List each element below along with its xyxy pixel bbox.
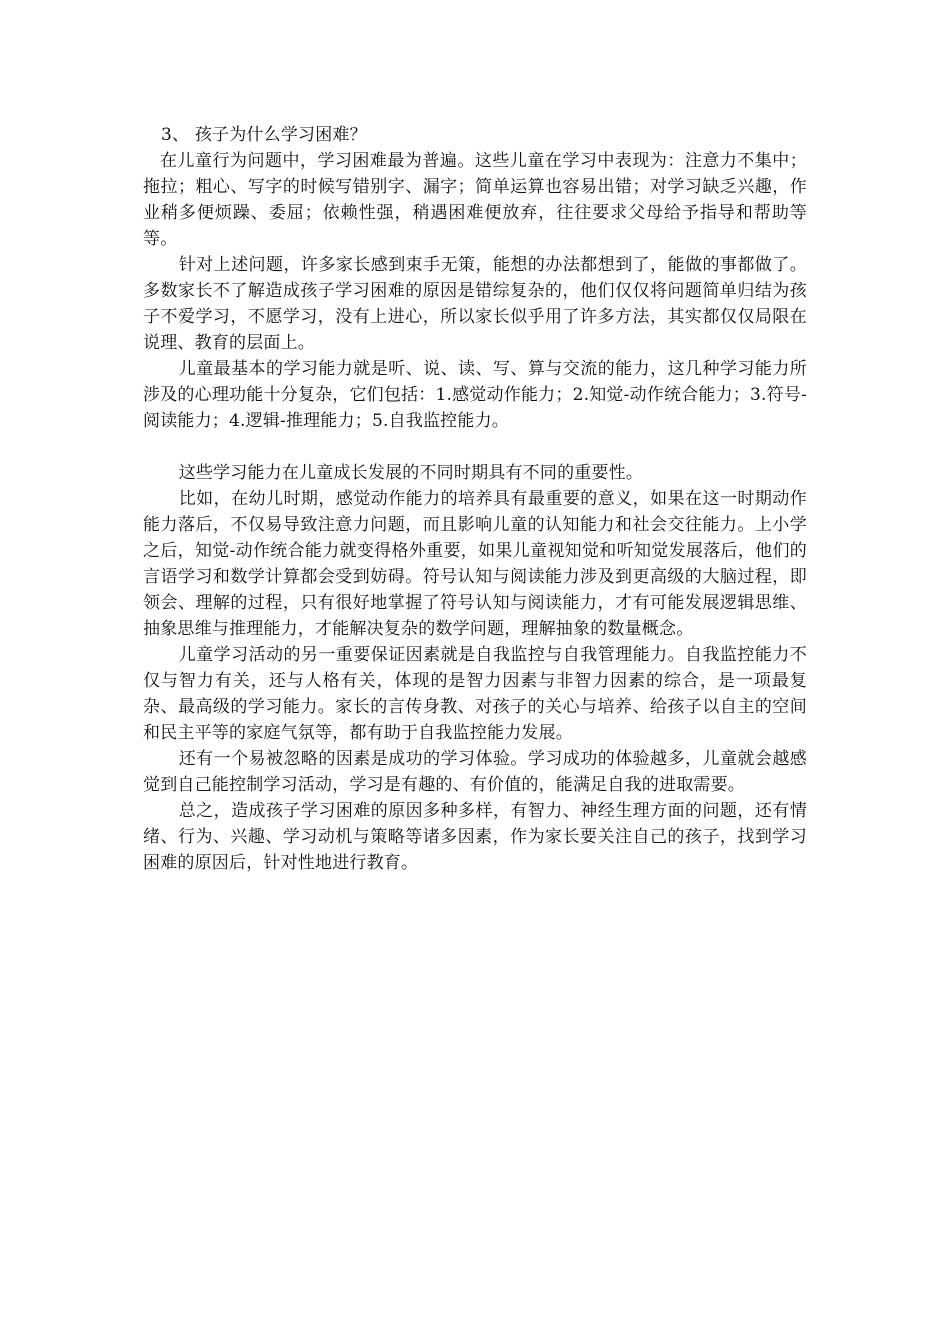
paragraph-importance: 这些学习能力在儿童成长发展的不同时期具有不同的重要性。 xyxy=(178,463,644,483)
paragraph-intro: 在儿童行为问题中，学习困难最为普遍。这些儿童在学习中表现为：注意力不集中；拖拉；粗心、写字的时候写错别字、漏字；简单运算也容易出错；对学习缺乏兴趣，作业稍多便烦躁、委屈；依赖性强，稍遇困难便放弃，往往要求父母给予指导和帮助等等。 xyxy=(143,151,807,249)
paragraph-abilities: 儿童最基本的学习能力就是听、说、读、写、算与交流的能力，这几种学习能力所涉及的心理功能十分复杂，它们包括：1.感觉动作能力；2.知觉-动作统合能力；3.符号-阅读能力；4.逻辑-推理能力；5.自我监控能力。 xyxy=(143,359,807,431)
paragraph-conclusion: 总之，造成孩子学习困难的原因多种多样，有智力、神经生理方面的问题，还有情绪、行为、兴趣、学习动机与策略等诸多因素，作为家长要关注自己的孩子，找到学习困难的原因后，针对性地进行教育。 xyxy=(143,801,807,873)
paragraph-spacer xyxy=(143,434,807,460)
document-body xyxy=(143,122,807,876)
paragraph-parents: 针对上述问题，许多家长感到束手无策，能想的办法都想到了，能做的事都做了。多数家长不了解造成孩子学习困难的原因是错综复杂的，他们仅仅将问题简单归结为孩子不爱学习，不愿学习，没有上进心，所以家长似乎用了许多方法，其实都仅仅局限在说理、教育的层面上。 xyxy=(143,255,807,353)
paragraph-development: 比如，在幼儿时期，感觉动作能力的培养具有最重要的意义，如果在这一时期动作能力落后，不仅易导致注意力问题，而且影响儿童的认知能力和社会交往能力。上小学之后，知觉-动作统合能力就变得格外重要，如果儿童视知觉和听知觉发展落后，他们的言语学习和数学计算都会受到妨碍。符号认知与阅读能力涉及到更高级的大脑过程，即领会、理解的过程，只有很好地掌握了符号认知与阅读能力，才有可能发展逻辑思维、抽象思维与推理能力，才能解决复杂的数学问题，理解抽象的数量概念。 xyxy=(143,489,807,639)
paragraph-self-monitoring: 儿童学习活动的另一重要保证因素就是自我监控与自我管理能力。自我监控能力不仅与智力有关，还与人格有关，体现的是智力因素与非智力因素的综合，是一项最复杂、最高级的学习能力。家长的言传身教、对孩子的关心与培养、给孩子以自主的空间和民主平等的家庭气氛等，都有助于自我监控能力发展。 xyxy=(143,645,807,743)
section-heading: 3、 孩子为什么学习困难？ xyxy=(161,125,367,145)
paragraph-success-experience: 还有一个易被忽略的因素是成功的学习体验。学习成功的体验越多，儿童就会越感觉到自己能控制学习活动，学习是有趣的、有价值的，能满足自我的进取需要。 xyxy=(143,749,807,795)
